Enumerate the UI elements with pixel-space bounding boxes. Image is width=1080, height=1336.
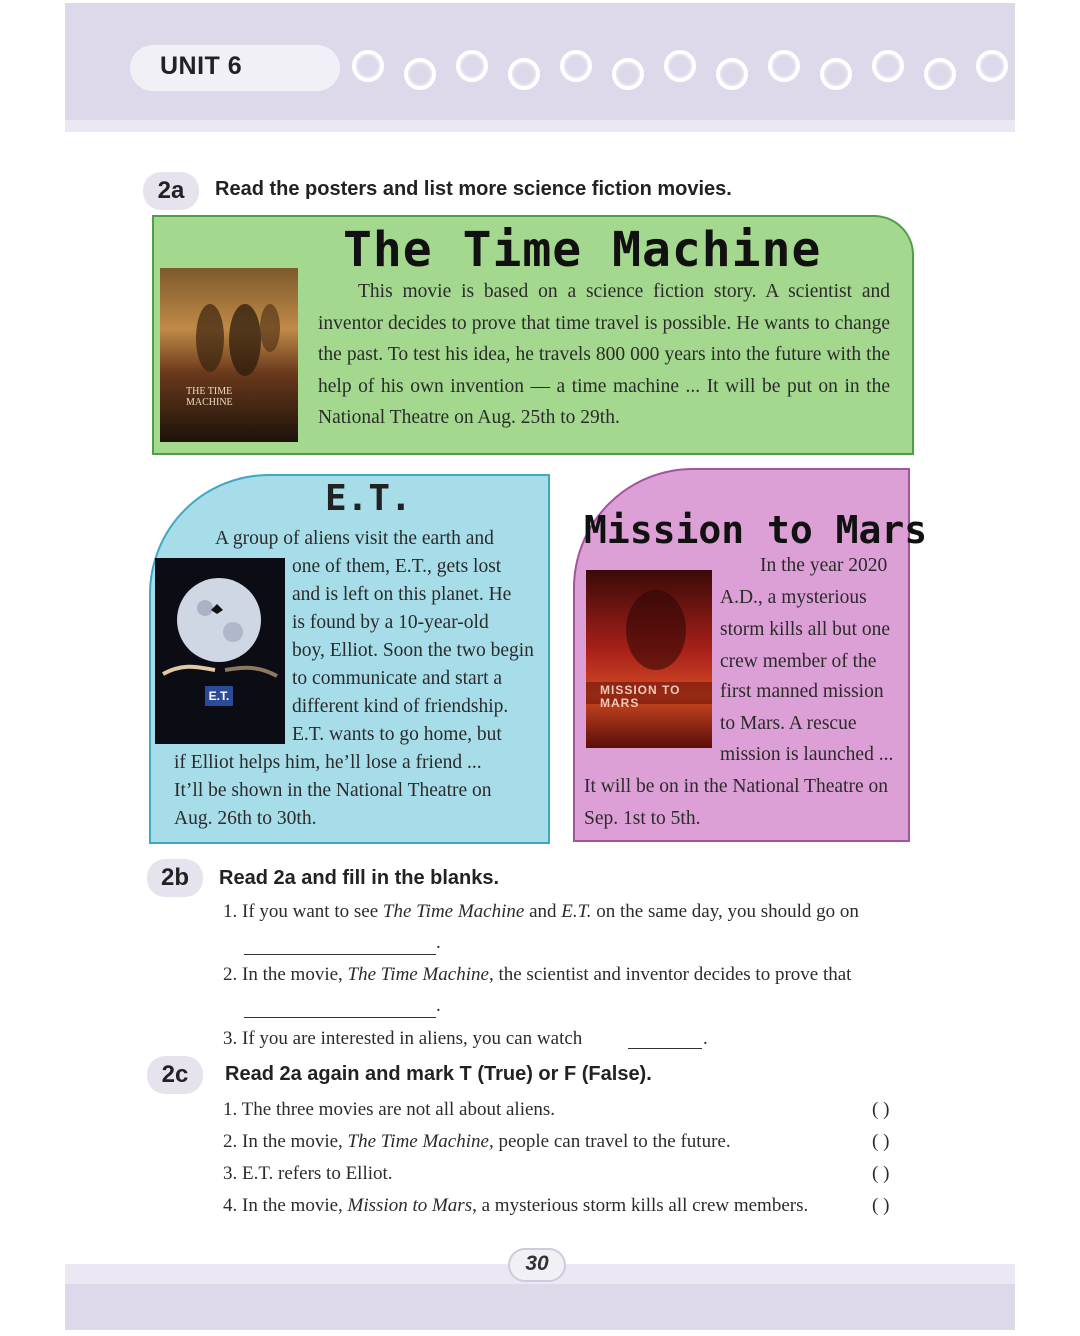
question-2b-3: 3. If you are interested in aliens, you can watch — [223, 1028, 583, 1049]
answer-blank-2b-1[interactable] — [244, 936, 436, 955]
mission-to-mars-title: Mission to Mars — [584, 508, 928, 552]
mission-to-mars-poster-art — [586, 570, 712, 748]
et-text-line: if Elliot helps him, he’ll lose a friend ... — [174, 752, 482, 773]
mars-text-line: storm kills all but one — [720, 619, 891, 640]
question-2b-1: 1. If you want to see The Time Machine and E.T. on the same day, you should go on — [223, 901, 859, 922]
time-machine-title: The Time Machine — [343, 222, 822, 278]
mars-text-line: mission is launched ... — [720, 744, 894, 765]
blank-period: . — [703, 1028, 708, 1049]
ring-decoration-icon — [352, 50, 384, 82]
ring-decoration-icon — [560, 50, 592, 82]
answer-blank-2b-3[interactable] — [628, 1030, 702, 1049]
blank-period: . — [436, 995, 441, 1016]
unit-label: UNIT 6 — [160, 52, 243, 80]
ring-decoration-icon — [664, 50, 696, 82]
instruction-2b: Read 2a and fill in the blanks. — [219, 867, 500, 889]
mars-text-line: A.D., a mysterious — [720, 587, 867, 608]
et-text-line: to communicate and start a — [292, 668, 503, 689]
et-text-line: is found by a 10-year-old — [292, 612, 489, 633]
et-text-line: and is left on this planet. He — [292, 584, 512, 605]
ring-decoration-icon — [976, 50, 1008, 82]
mars-text-line: first manned mission — [720, 681, 884, 702]
ring-decoration-icon — [872, 50, 904, 82]
ring-decoration-icon — [768, 50, 800, 82]
mars-text-line: It will be on in the National Theatre on — [584, 776, 888, 797]
section-badge-2c: 2c — [147, 1056, 203, 1094]
et-text-line: Aug. 26th to 30th. — [174, 808, 317, 829]
ring-decoration-icon — [404, 58, 436, 90]
et-text-line: one of them, E.T., gets lost — [292, 556, 502, 577]
et-text-line: A group of aliens visit the earth and — [215, 528, 494, 549]
mars-text-line: crew member of the — [720, 651, 877, 672]
mission-to-mars-poster-caption: MISSION TO MARS — [600, 683, 681, 710]
mars-text-line: to Mars. A rescue — [720, 713, 857, 734]
ring-decoration-icon — [820, 58, 852, 90]
mars-text-line: In the year 2020 — [760, 555, 888, 576]
time-machine-poster-art — [160, 268, 298, 442]
time-machine-poster-image — [160, 268, 298, 442]
instruction-2c: Read 2a again and mark T (True) or F (False). — [225, 1063, 652, 1085]
time-machine-description: This movie is based on a science fiction story. A scientist and inventor decides to prove that time travel is possible. He wants to change the past. To test his idea, he travels 800 000 years into the future with the help of his own invention — a time machine ... It will be put on in the National Theatre on Aug. 25th to 29th. — [318, 281, 890, 428]
answer-blank-2b-2[interactable] — [244, 999, 436, 1018]
et-poster-image — [155, 558, 285, 744]
question-2c-3: 3. E.T. refers to Elliot. — [223, 1163, 393, 1184]
header-strip — [65, 120, 1015, 132]
answer-box-2c-1[interactable]: ( ) — [872, 1099, 890, 1120]
page-number: 30 — [525, 1252, 549, 1275]
question-2b-2: 2. In the movie, The Time Machine, the scientist and inventor decides to prove that — [223, 964, 852, 985]
ring-decoration-icon — [716, 58, 748, 90]
et-text-line: E.T. wants to go home, but — [292, 724, 502, 745]
ring-decoration-icon — [456, 50, 488, 82]
et-text-line: different kind of friendship. — [292, 696, 509, 717]
time-machine-poster-caption: THE TIME MACHINE — [186, 386, 233, 408]
et-text-line: It’ll be shown in the National Theatre on — [174, 780, 492, 801]
et-title: E.T. — [325, 478, 412, 519]
et-poster-art — [155, 558, 285, 744]
answer-box-2c-2[interactable]: ( ) — [872, 1131, 890, 1152]
section-badge-2b: 2b — [147, 859, 203, 897]
question-2c-1: 1. The three movies are not all about aliens. — [223, 1099, 556, 1120]
instruction-2a: Read the posters and list more science fiction movies. — [215, 178, 732, 200]
mission-to-mars-poster-image — [586, 570, 712, 748]
question-2c-2: 2. In the movie, The Time Machine, people can travel to the future. — [223, 1131, 731, 1152]
blank-period: . — [436, 932, 441, 953]
footer-band — [65, 1284, 1015, 1330]
mars-text-line: Sep. 1st to 5th. — [584, 808, 701, 829]
answer-box-2c-4[interactable]: ( ) — [872, 1195, 890, 1216]
question-2c-4: 4. In the movie, Mission to Mars, a mysterious storm kills all crew members. — [223, 1195, 809, 1216]
et-poster-caption: E.T. — [208, 689, 230, 703]
ring-decoration-icon — [612, 58, 644, 90]
ring-decoration-icon — [508, 58, 540, 90]
et-text-line: boy, Elliot. Soon the two begin — [292, 640, 534, 661]
section-badge-2a: 2a — [143, 172, 199, 210]
ring-decoration-icon — [924, 58, 956, 90]
answer-box-2c-3[interactable]: ( ) — [872, 1163, 890, 1184]
